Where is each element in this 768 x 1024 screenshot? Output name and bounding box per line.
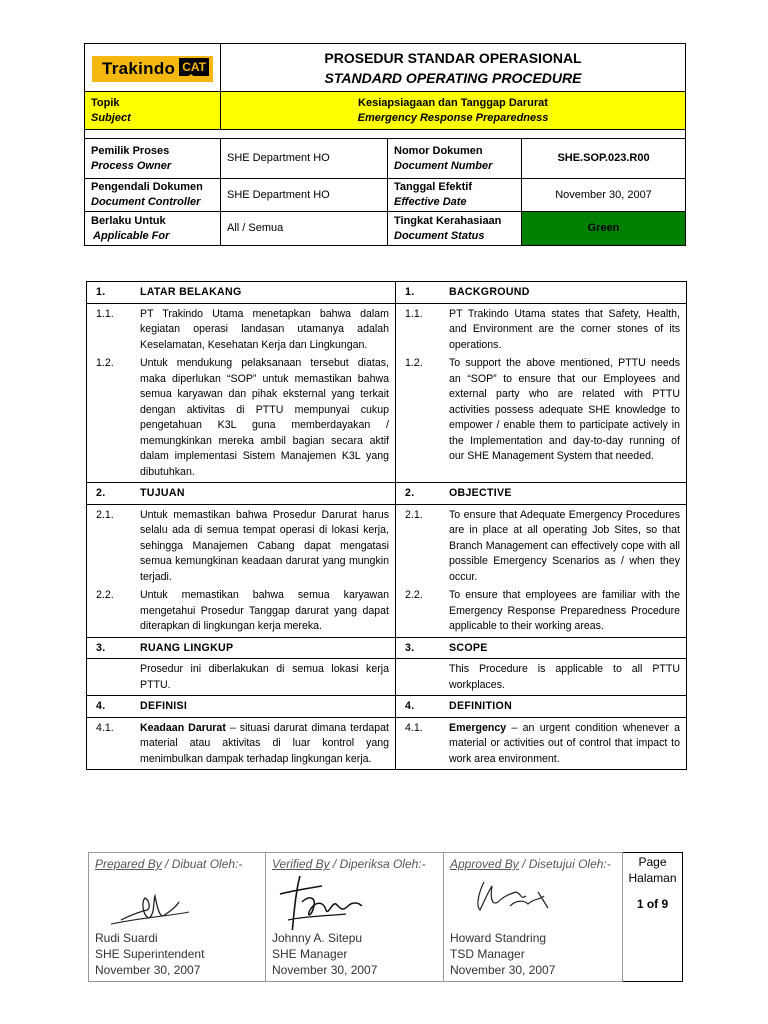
- clause-text: To ensure that employees are familiar with the Emergency Response Preparedness Procedure applicable to their working areas.: [449, 589, 680, 632]
- clause-number: 1.2.: [405, 357, 423, 369]
- owner-label-cell: [85, 139, 221, 179]
- docnum-value: SHE.SOP.023.R00: [522, 139, 686, 179]
- section-heading: [396, 697, 686, 718]
- clause-text: Untuk mendukung pelaksanaan tersebut diatas, maka diperlukan “SOP” untuk memastikan bahwa semua karyawan dan pihak eksternal yang terkait dengan aktivitas di PTTU mempunyai cukup pengetahuan K3L guna memberdayakan / memungkinkan mereka ambil bagian secara aktif dalam implementasi Sistem Manajemen K3L yang dibutuhkan.: [140, 357, 389, 478]
- document-header: [84, 43, 686, 246]
- applicable-label-id: Berlaku Untuk: [91, 214, 166, 227]
- prepared-heading: [89, 853, 265, 872]
- clause-term: Emergency: [449, 721, 507, 734]
- effective-label-id: Tanggal Efektif: [394, 181, 473, 193]
- clause-number: 2.2.: [96, 589, 114, 601]
- clause-item: [96, 588, 389, 635]
- approved-name: Howard Standring: [450, 931, 547, 945]
- owner-label-en: Process Owner: [91, 159, 172, 172]
- section-title: OBJECTIVE: [449, 487, 512, 499]
- section-heading: [87, 484, 395, 505]
- clause-number: 2.2.: [405, 589, 423, 601]
- clause-number: [405, 662, 449, 693]
- clause-number: [96, 662, 140, 693]
- clause-item: [96, 307, 389, 354]
- title-cell: [221, 44, 686, 92]
- section-number: 1.: [405, 286, 415, 298]
- section-heading: [396, 283, 686, 304]
- page-label-id: Halaman: [628, 871, 677, 885]
- clause-text: Untuk memastikan bahwa Prosedur Darurat harus selalu ada di semua tempat operasi di lokasi kerja, sehingga Manajemen Cabang dapat mengatasi semua kemungkinan keadaan darurat yang mungkin terjadi.: [140, 508, 389, 583]
- section-column-id: [87, 696, 396, 770]
- section-number: 2.: [405, 487, 415, 499]
- clause-text: Untuk memastikan bahwa semua karyawan mengetahui Prosedur Tanggap darurat yang dapat diterapkan di lingkungan kerja mereka.: [140, 589, 389, 632]
- section-title: DEFINISI: [140, 700, 188, 712]
- applicable-value: All / Semua: [221, 212, 388, 246]
- prepared-title: SHE Superintendent: [95, 947, 205, 961]
- section-title: RUANG LINGKUP: [140, 641, 234, 654]
- section-heading: [396, 639, 686, 660]
- effective-label-en: Effective Date: [394, 196, 467, 208]
- clause-item: [405, 307, 680, 354]
- clause-definition: – an urgent condition whenever a material or activities out of control that impact to work area environment.: [449, 721, 680, 765]
- section-row: [87, 282, 687, 483]
- owner-label-id: Pemilik Proses: [91, 144, 170, 157]
- verified-signature: [266, 872, 443, 930]
- effective-value: November 30, 2007: [522, 179, 686, 212]
- section-heading: [87, 283, 395, 304]
- clause-number: 4.1.: [405, 721, 423, 734]
- section-number: 1.: [96, 286, 106, 298]
- section-number: 2.: [96, 487, 106, 499]
- applicable-label-en: Applicable For: [93, 229, 170, 242]
- approved-signature: [444, 872, 622, 930]
- clause-item: [96, 356, 389, 480]
- clause-text: To ensure that Adequate Emergency Procedures are in place at all operating Job Sites, so that Branch Management can effectively cope with all possible Emergency Scenarios as / when they occur.: [449, 508, 680, 583]
- clause-number: 4.1.: [96, 721, 114, 734]
- section-number: 4.: [96, 700, 106, 712]
- clause-item: [405, 662, 680, 693]
- prepared-date: November 30, 2007: [95, 963, 201, 977]
- clause-text: PT Trakindo Utama menetapkan bahwa dalam kegiatan operasi landasan utamanya adalah Keselamatan, Kesehatan Kerja dan Lingkungan.: [140, 307, 389, 351]
- docnum-label-en: Document Number: [394, 159, 493, 172]
- clause-text: [449, 721, 680, 768]
- clause-number: 2.1.: [96, 508, 114, 521]
- section-number: 3.: [96, 641, 106, 654]
- verified-name: Johnny A. Sitepu: [272, 931, 363, 945]
- section-title: LATAR BELAKANG: [140, 286, 242, 298]
- status-label-en: Document Status: [394, 229, 485, 242]
- clause-item: [405, 356, 680, 465]
- clause-definition: – situasi darurat dimana terdapat material atau aktivitas di luar kontrol yang menimbulkan dampak terhadap lingkungan kerja.: [140, 721, 390, 765]
- controller-label-cell: [85, 179, 221, 212]
- prepared-heading-id: / Dibuat Oleh:-: [161, 857, 243, 871]
- logo-cell: [85, 44, 221, 92]
- clause-item: [96, 508, 389, 586]
- clause-item: [405, 721, 680, 768]
- docnum-label-cell: [388, 139, 522, 179]
- section-number: 3.: [405, 641, 415, 654]
- content-table: [86, 281, 687, 770]
- title-indonesian: PROSEDUR STANDAR OPERASIONAL: [324, 49, 582, 66]
- subject-en: Emergency Response Preparedness: [357, 111, 549, 124]
- approved-heading-id: / Disetujui Oleh:-: [518, 857, 611, 871]
- clause-text: PT Trakindo Utama states that Safety, Health, and Environment are the corner stones of its operations.: [449, 307, 680, 351]
- page-number: 1 of 9: [636, 897, 669, 911]
- subject-label-en: Subject: [91, 111, 131, 124]
- controller-label-id: Pengendali Dokumen: [91, 181, 203, 193]
- section-column-en: [396, 483, 687, 638]
- verified-heading-id: / Diperiksa Oleh:-: [329, 857, 426, 871]
- section-column-id: [87, 637, 396, 696]
- subject-label-id: Topik: [91, 96, 120, 109]
- page-label-en: Page: [638, 855, 667, 869]
- section-column-id: [87, 483, 396, 638]
- clause-text: This Procedure is applicable to all PTTU workplaces.: [449, 663, 680, 691]
- cat-badge: CAT: [179, 58, 209, 79]
- prepared-name: Rudi Suardi: [95, 931, 158, 945]
- approved-heading-en: Approved By: [450, 857, 519, 871]
- logo-text: Trakindo: [101, 59, 176, 78]
- subject-label-cell: [85, 92, 221, 130]
- section-row: [87, 637, 687, 696]
- verified-date: November 30, 2007: [272, 963, 378, 977]
- clause-number: 1.2.: [96, 357, 114, 369]
- clause-term: Keadaan Darurat: [140, 721, 226, 734]
- prepared-heading-en: Prepared By: [95, 857, 162, 871]
- effective-label-cell: [388, 179, 522, 212]
- page-cell: [623, 853, 683, 982]
- section-title: SCOPE: [449, 641, 488, 654]
- clause-number: 2.1.: [405, 508, 423, 521]
- section-column-en: [396, 282, 687, 483]
- owner-value: SHE Department HO: [221, 139, 388, 179]
- approved-cell: [444, 853, 623, 982]
- spacer-row: [85, 130, 686, 139]
- prepared-signature: [89, 872, 265, 930]
- section-row: [87, 483, 687, 638]
- docnum-label-id: Nomor Dokumen: [394, 144, 483, 157]
- status-value: Green: [522, 212, 686, 246]
- section-heading: [87, 639, 395, 660]
- section-title: DEFINITION: [449, 700, 513, 712]
- clause-number: 1.1.: [96, 307, 114, 320]
- clause-number: 1.1.: [405, 307, 423, 320]
- verified-heading-en: Verified By: [272, 857, 330, 871]
- approved-title: TSD Manager: [450, 947, 525, 961]
- clause-text: [140, 721, 389, 768]
- clause-item: [405, 508, 680, 586]
- section-heading: [87, 697, 395, 718]
- section-title: BACKGROUND: [449, 286, 530, 298]
- status-label-cell: [388, 212, 522, 246]
- controller-label-en: Document Controller: [91, 196, 201, 208]
- clause-text: To support the above mentioned, PTTU needs an “SOP” to ensure that our Employees and external party who are related with PTTU activities possess adequate SHE knowledge to empower / enable them to participate actively in the Implementation and day-to-day running of our SHE Management System that needed.: [449, 357, 680, 462]
- verified-title: SHE Manager: [272, 947, 348, 961]
- subject-id: Kesiapsiagaan dan Tanggap Darurat: [358, 96, 548, 109]
- approved-heading: [444, 853, 622, 872]
- verified-cell: [266, 853, 444, 982]
- section-title: TUJUAN: [140, 487, 185, 499]
- section-number: 4.: [405, 700, 415, 712]
- prepared-cell: [89, 853, 266, 982]
- clause-item: [405, 588, 680, 635]
- section-column-en: [396, 696, 687, 770]
- section-heading: [396, 484, 686, 505]
- section-column-en: [396, 637, 687, 696]
- status-label-id: Tingkat Kerahasiaan: [394, 214, 502, 227]
- signature-table: [88, 852, 683, 982]
- applicable-label-cell: [85, 212, 221, 246]
- controller-value: SHE Department HO: [221, 179, 388, 212]
- clause-text: Prosedur ini diberlakukan di semua lokasi kerja PTTU.: [140, 663, 389, 691]
- verified-heading: [266, 853, 443, 872]
- clause-item: [96, 721, 389, 768]
- approved-date: November 30, 2007: [450, 963, 556, 977]
- trakindo-cat-logo: [92, 56, 213, 82]
- section-row: [87, 696, 687, 770]
- title-english: STANDARD OPERATING PROCEDURE: [324, 69, 582, 86]
- clause-item: [96, 662, 389, 693]
- section-column-id: [87, 282, 396, 483]
- subject-value-cell: [221, 92, 686, 130]
